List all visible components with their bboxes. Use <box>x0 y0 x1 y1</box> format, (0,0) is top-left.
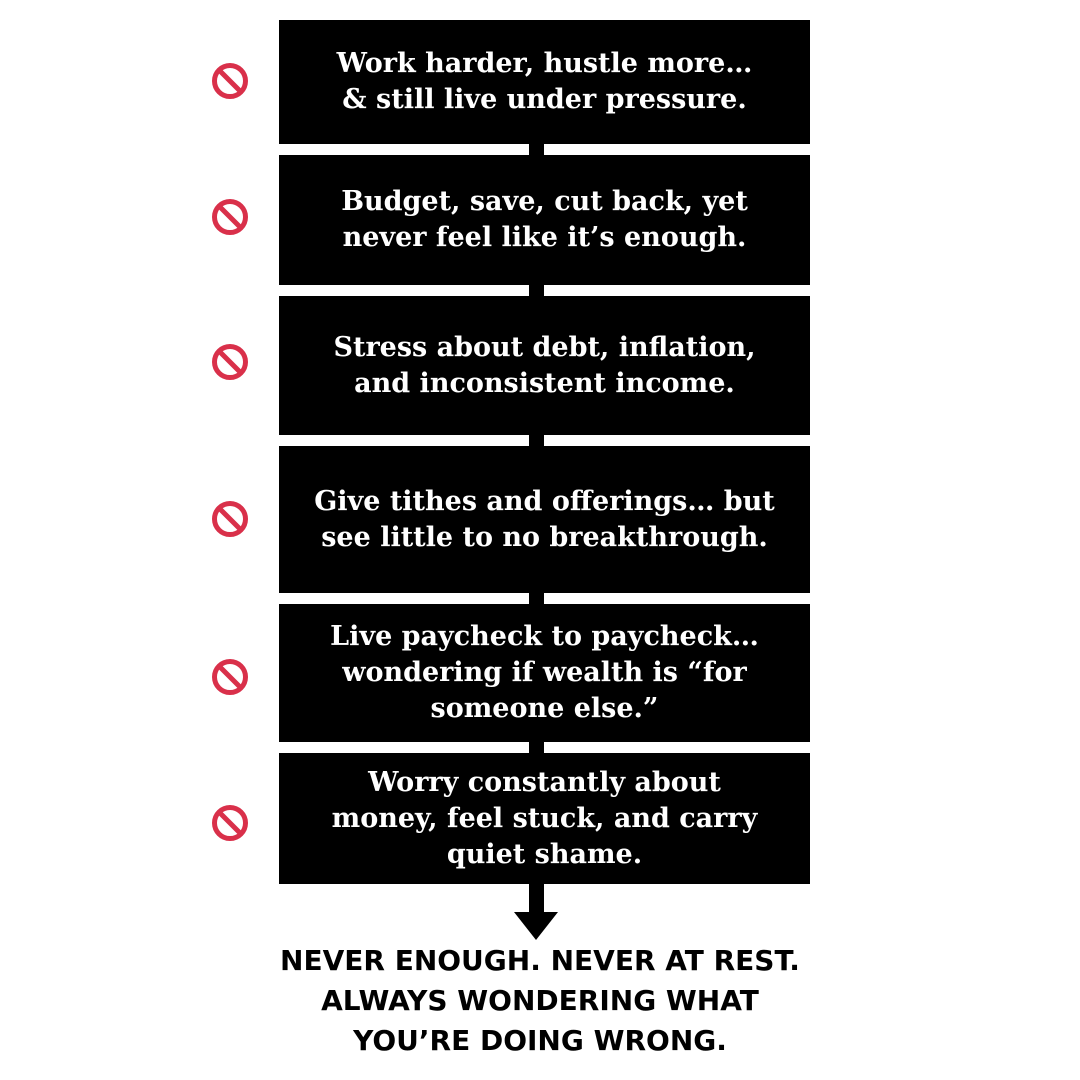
down-arrow-icon <box>514 912 558 940</box>
step-text: Worry constantly about money, feel stuck, and carry quiet shame. <box>331 766 758 870</box>
step-box-4 <box>279 446 810 593</box>
step-box-3 <box>279 296 810 435</box>
step-box-6 <box>279 753 810 884</box>
ban-icon <box>211 500 249 538</box>
step-text: Stress about debt, inflation, and inconsistent income. <box>333 331 756 399</box>
ban-icon <box>211 804 249 842</box>
step-box-2 <box>279 155 810 285</box>
ban-icon <box>211 198 249 236</box>
step-text: Budget, save, cut back, yet never feel like it’s enough. <box>341 186 748 253</box>
step-box-1 <box>279 20 810 144</box>
ban-icon <box>211 62 249 100</box>
ban-icon <box>211 658 249 696</box>
step-text: Live paycheck to paycheck… wondering if wealth is “for someone else.” <box>330 621 759 724</box>
step-box-5 <box>279 604 810 742</box>
step-text: Give tithes and offerings… but see little to no breakthrough. <box>314 485 775 553</box>
ban-icon <box>211 343 249 381</box>
conclusion-text: NEVER ENOUGH. NEVER AT REST. ALWAYS WONDERING WHAT YOU’RE DOING WRONG. <box>280 944 800 1057</box>
step-text: Work harder, hustle more… & still live under pressure. <box>336 48 753 115</box>
